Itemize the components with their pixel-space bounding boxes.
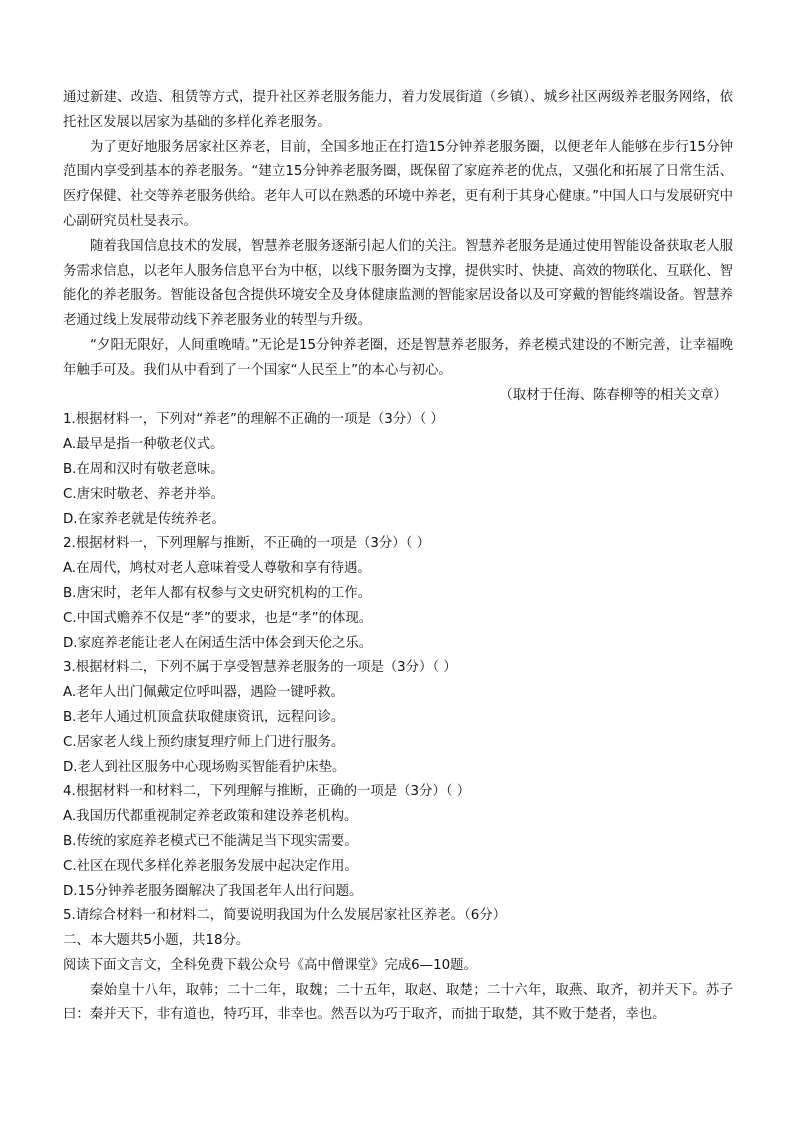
passage-paragraph: 随着我国信息技术的发展，智慧养老服务逐渐引起人们的关注。智慧养老服务是通过使用智能设备获取老人服务需求信息，以老年人服务信息平台为中枢，以线下服务圈为支撑，提供实时、快捷、高效的物联化、互联化、智能化的养老服务。智能设备包含提供环境安全及身体健康监测的智能家居设备以及可穿戴的智能终端设备。智慧养老通过线上发展带动线下养老服务业的转型与升级。 [63, 238, 733, 329]
option-a: A.我国历代都重视制定养老政策和建设养老机构。 [63, 809, 358, 825]
question-4 [63, 780, 733, 904]
exam-page [63, 86, 733, 1028]
option-c: C.中国式赡养不仅是“孝”的要求，也是“孝”的体现。 [63, 610, 373, 626]
question-5 [63, 904, 733, 929]
question-stem: 1.根据材料一，下列对“养老”的理解不正确的一项是（3分）（ ） [63, 412, 444, 428]
option-b: B.老年人通过机顶盒获取健康资讯，远程问诊。 [63, 709, 345, 725]
question-2 [63, 532, 733, 656]
question-3 [63, 656, 733, 780]
option-b: B.唐宋时，老年人都有权参与文史研究机构的工作。 [63, 585, 372, 601]
question-1 [63, 408, 733, 532]
passage-paragraph: 为了更好地服务居家社区养老，目前，全国多地正在打造15分钟养老服务圈，以便老年人能够在步行15分钟范围内享受到基本的养老服务。“建立15分钟养老服务圈，既保留了家庭养老的优点，又强化和拓展了日常生活、医疗保健、社交等养老服务供给。老年人可以在熟悉的环境中养老，更有利于其身心健康。”中国人口与发展研究中心副研究员杜旻表示。 [63, 139, 733, 229]
passage-paragraph: “夕阳无限好，人间重晚晴。”无论是15分钟养老圈，还是智慧养老服务，养老模式建设的不断完善，让幸福晚年触手可及。我们从中看到了一个国家“人民至上”的本心与初心。 [63, 337, 733, 378]
option-b: B.传统的家庭养老模式已不能满足当下现实需要。 [63, 833, 358, 849]
option-c: C.社区在现代多样化养老服务发展中起决定作用。 [63, 858, 358, 874]
question-stem: 5.请综合材料一和材料二，简要说明我国为什么发展居家社区养老。（6分） [63, 908, 507, 924]
option-d: D.15分钟养老服务圈解决了我国老年人出行问题。 [63, 883, 363, 899]
classical-passage: 秦始皇十八年，取韩；二十二年，取魏；二十五年，取赵、取楚；二十六年，取燕、取齐，初并天下。苏子曰：秦并天下，非有道也，特巧耳，非幸也。然吾以为巧于取齐，而拙于取楚，其不败于楚者，幸也。 [63, 982, 733, 1023]
option-c: C.居家老人线上预约康复理疗师上门进行服务。 [63, 734, 345, 750]
option-a: A.在周代，鸠杖对老人意味着受人尊敬和享有待遇。 [63, 561, 371, 577]
source-citation: （取材于任海、陈春柳等的相关文章） [499, 387, 727, 403]
passage-paragraph: 通过新建、改造、租赁等方式，提升社区养老服务能力，着力发展街道（乡镇）、城乡社区两级养老服务网络，依托社区发展以居家为基础的多样化养老服务。 [63, 90, 733, 130]
option-d: D.在家养老就是传统养老。 [63, 511, 225, 527]
option-d: D.老人到社区服务中心现场购买智能看护床垫。 [63, 759, 346, 775]
option-c: C.唐宋时敬老、养老并举。 [63, 486, 224, 502]
option-d: D.家庭养老能让老人在闲适生活中体会到天伦之乐。 [63, 635, 373, 651]
option-a: A.最早是指一种敬老仪式。 [63, 437, 224, 453]
question-stem: 4.根据材料一和材料二，下列理解与推断，正确的一项是（3分）（ ） [63, 784, 471, 800]
option-a: A.老年人出门佩戴定位呼叫器，遇险一键呼救。 [63, 685, 344, 701]
section-instruction: 阅读下面文言文，全科免费下载公众号《高中僧课堂》完成6—10题。 [63, 957, 477, 973]
question-stem: 2.根据材料一，下列理解与推断，不正确的一项是（3分）（ ） [63, 536, 431, 552]
question-stem: 3.根据材料二，下列不属于享受智慧养老服务的一项是（3分）（ ） [63, 660, 457, 676]
option-b: B.在周和汉时有敬老意味。 [63, 461, 224, 477]
section-heading: 二、本大题共5小题，共18分。 [63, 933, 250, 949]
